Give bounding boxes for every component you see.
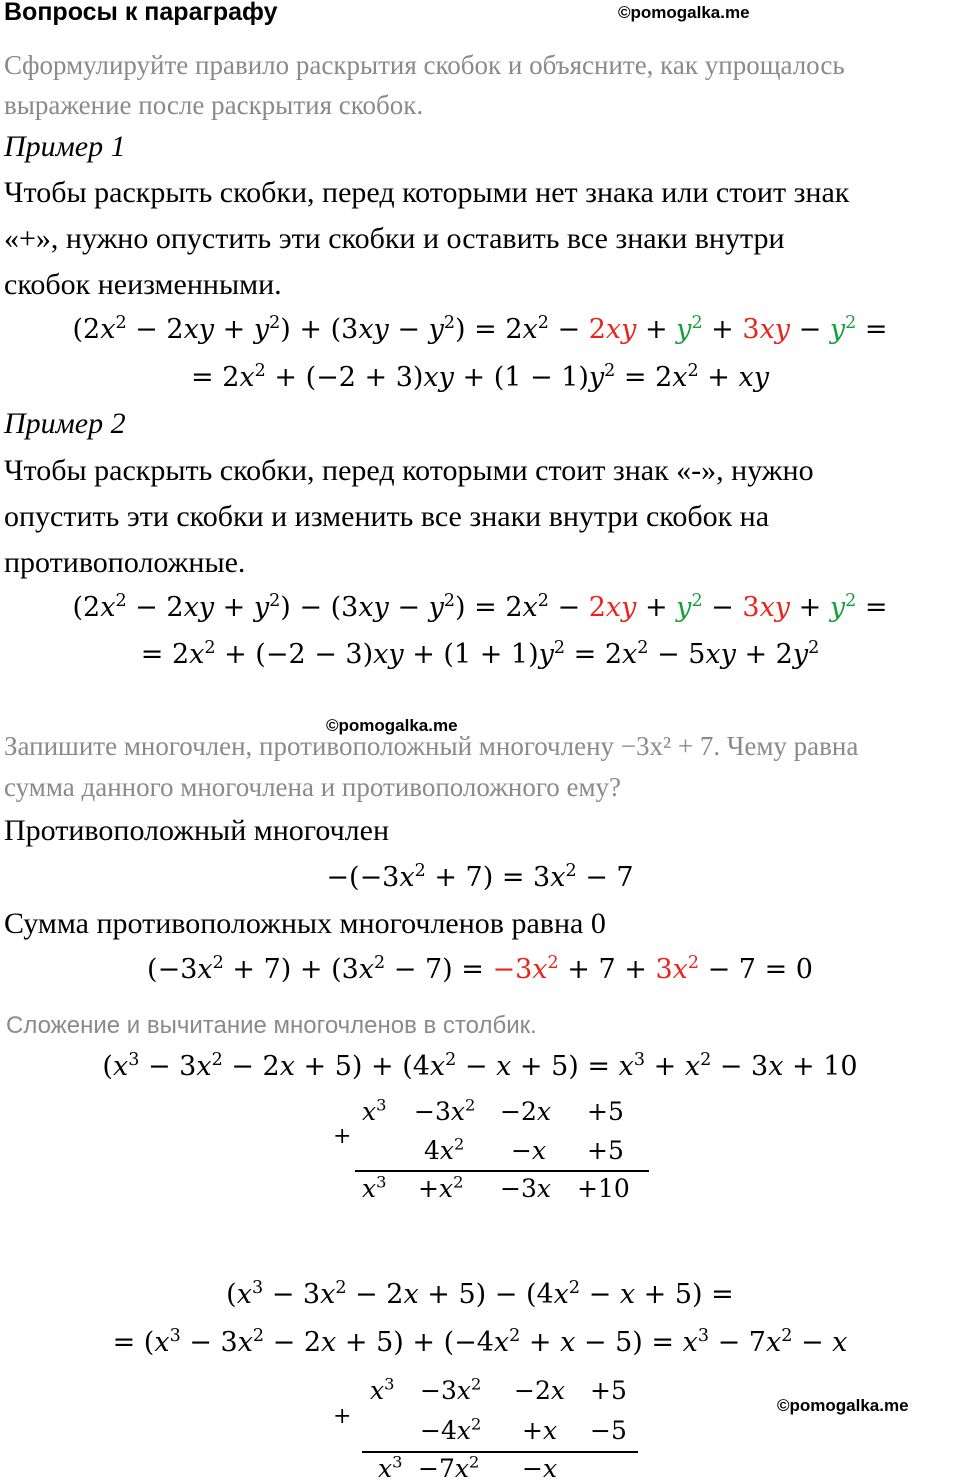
example-1-equation-line-1: $(2x^2 - 2xy + y^2) + (3xy - y^2) = 2x^2 - 2xy + y^2 + 3xy - y^2$ = — [72, 313, 888, 345]
example-2-equation-line-2: = $2x^2 + (-2 - 3)xy + (1 + 1)y^2 = 2x^2 - 5xy + 2y^2$ — [140, 638, 820, 670]
column-sub-row-2-c3: +x — [522, 1416, 558, 1445]
column-add-row-1-c2: $-3x^2$ — [414, 1095, 476, 1126]
column-sub-row-2-c4: −5 — [590, 1416, 627, 1445]
example-2-label: Пример 2 — [4, 407, 126, 440]
watermark-top: ©pomogalka.me — [618, 3, 750, 22]
column-add-row-1-c3: −2x — [500, 1097, 551, 1126]
column-sub-divider — [362, 1451, 638, 1453]
addition-equation: $(x^3 - 3x^2 - 2x + 5) + (4x^2 - x + 5) = x^3 + x^2 - 3x + 10$ — [102, 1050, 858, 1082]
example-1-text-line-3: скобок неизменными. — [4, 268, 282, 301]
question-3: Сложение и вычитание многочленов в столбик. — [6, 1012, 537, 1039]
page-title: Вопросы к параграфу — [4, 0, 278, 26]
column-add-row-2-c2: $4x^2$ — [424, 1134, 465, 1165]
column-add-result-c2: $+x^2$ — [418, 1172, 464, 1203]
column-sub-result-c3: −x — [522, 1454, 558, 1483]
example-1-text-line-1: Чтобы раскрыть скобки, перед которыми нет знака или стоит знак — [4, 176, 850, 209]
example-2-equation-line-1: $(2x^2 - 2xy + y^2) - (3xy - y^2) = 2x^2 - 2xy + y^2 - 3xy + y^2$ = — [72, 591, 888, 623]
example-1-label: Пример 1 — [4, 130, 126, 163]
subtraction-equation-line-1: $(x^3 - 3x^2 - 2x + 5) - (4x^2 - x + 5)$ = — [226, 1278, 734, 1310]
column-sub-row-1-c2: $-3x^2$ — [420, 1374, 482, 1405]
column-sub-row-1-c1: $x^3$ — [370, 1374, 395, 1405]
column-add-row-2-c4: +5 — [587, 1136, 624, 1165]
watermark-bottom: ©pomogalka.me — [777, 1396, 909, 1415]
column-sub-row-1-c4: +5 — [590, 1376, 627, 1405]
example-1-equation-line-2: = $2x^2 + (-2 + 3)xy + (1 - 1)y^2 = 2x^2$ + xy — [191, 361, 769, 393]
sum-statement: Сумма противоположных многочленов равна 0 — [4, 907, 606, 940]
question-2-line-2: сумма данного многочлена и противоположного ему? — [4, 772, 622, 802]
subtraction-equation-line-2: = $(x^3 - 3x^2 - 2x + 5) + (-4x^2 + x - 5) = x^3 - 7x^2 - x$ — [112, 1326, 848, 1358]
example-2-text-line-1: Чтобы раскрыть скобки, перед которыми стоит знак «-», нужно — [4, 454, 814, 487]
column-plus-sign: + — [333, 1124, 352, 1149]
column-sub-row-2-c2: $-4x^2$ — [420, 1414, 482, 1445]
column-add-result-c4: +10 — [577, 1174, 630, 1203]
opposite-polynomial-label: Противоположный многочлен — [4, 814, 390, 847]
column-add-divider — [355, 1170, 649, 1172]
sum-equation: $(-3x^2 + 7) + (3x^2 - 7) = -3x^2 + 7 + 3x^2 - 7 = 0$ — [147, 953, 813, 985]
opposite-polynomial-equation: $-(-3x^2 + 7) = 3x^2 - 7$ — [326, 861, 634, 893]
column-add-result-c3: −3x — [500, 1174, 551, 1203]
column-plus-sign-2: + — [333, 1404, 352, 1429]
question-2-line-1: Запишите многочлен, противоположный многочлену −3x² + 7. Чему равна — [4, 731, 859, 761]
column-add-row-1-c1: $x^3$ — [362, 1095, 387, 1126]
question-1-line-1: Сформулируйте правило раскрытия скобок и объясните, как упрощалось — [4, 50, 845, 80]
watermark-middle: ©pomogalka.me — [326, 716, 458, 735]
question-1-line-2: выражение после раскрытия скобок. — [4, 90, 424, 120]
example-2-text-line-2: опустить эти скобки и изменить все знаки внутри скобок на — [4, 500, 770, 533]
example-1-text-line-2: «+», нужно опустить эти скобки и оставить все знаки внутри — [4, 222, 785, 255]
column-add-row-2-c3: −x — [511, 1136, 547, 1165]
column-sub-result-c1: $x^3$ — [378, 1452, 403, 1483]
column-add-result-c1: $x^3$ — [362, 1172, 387, 1203]
column-add-row-1-c4: +5 — [587, 1097, 624, 1126]
column-sub-result-c2: $-7x^2$ — [418, 1452, 480, 1483]
example-2-text-line-3: противоположные. — [4, 546, 246, 579]
column-sub-row-1-c3: −2x — [514, 1376, 565, 1405]
